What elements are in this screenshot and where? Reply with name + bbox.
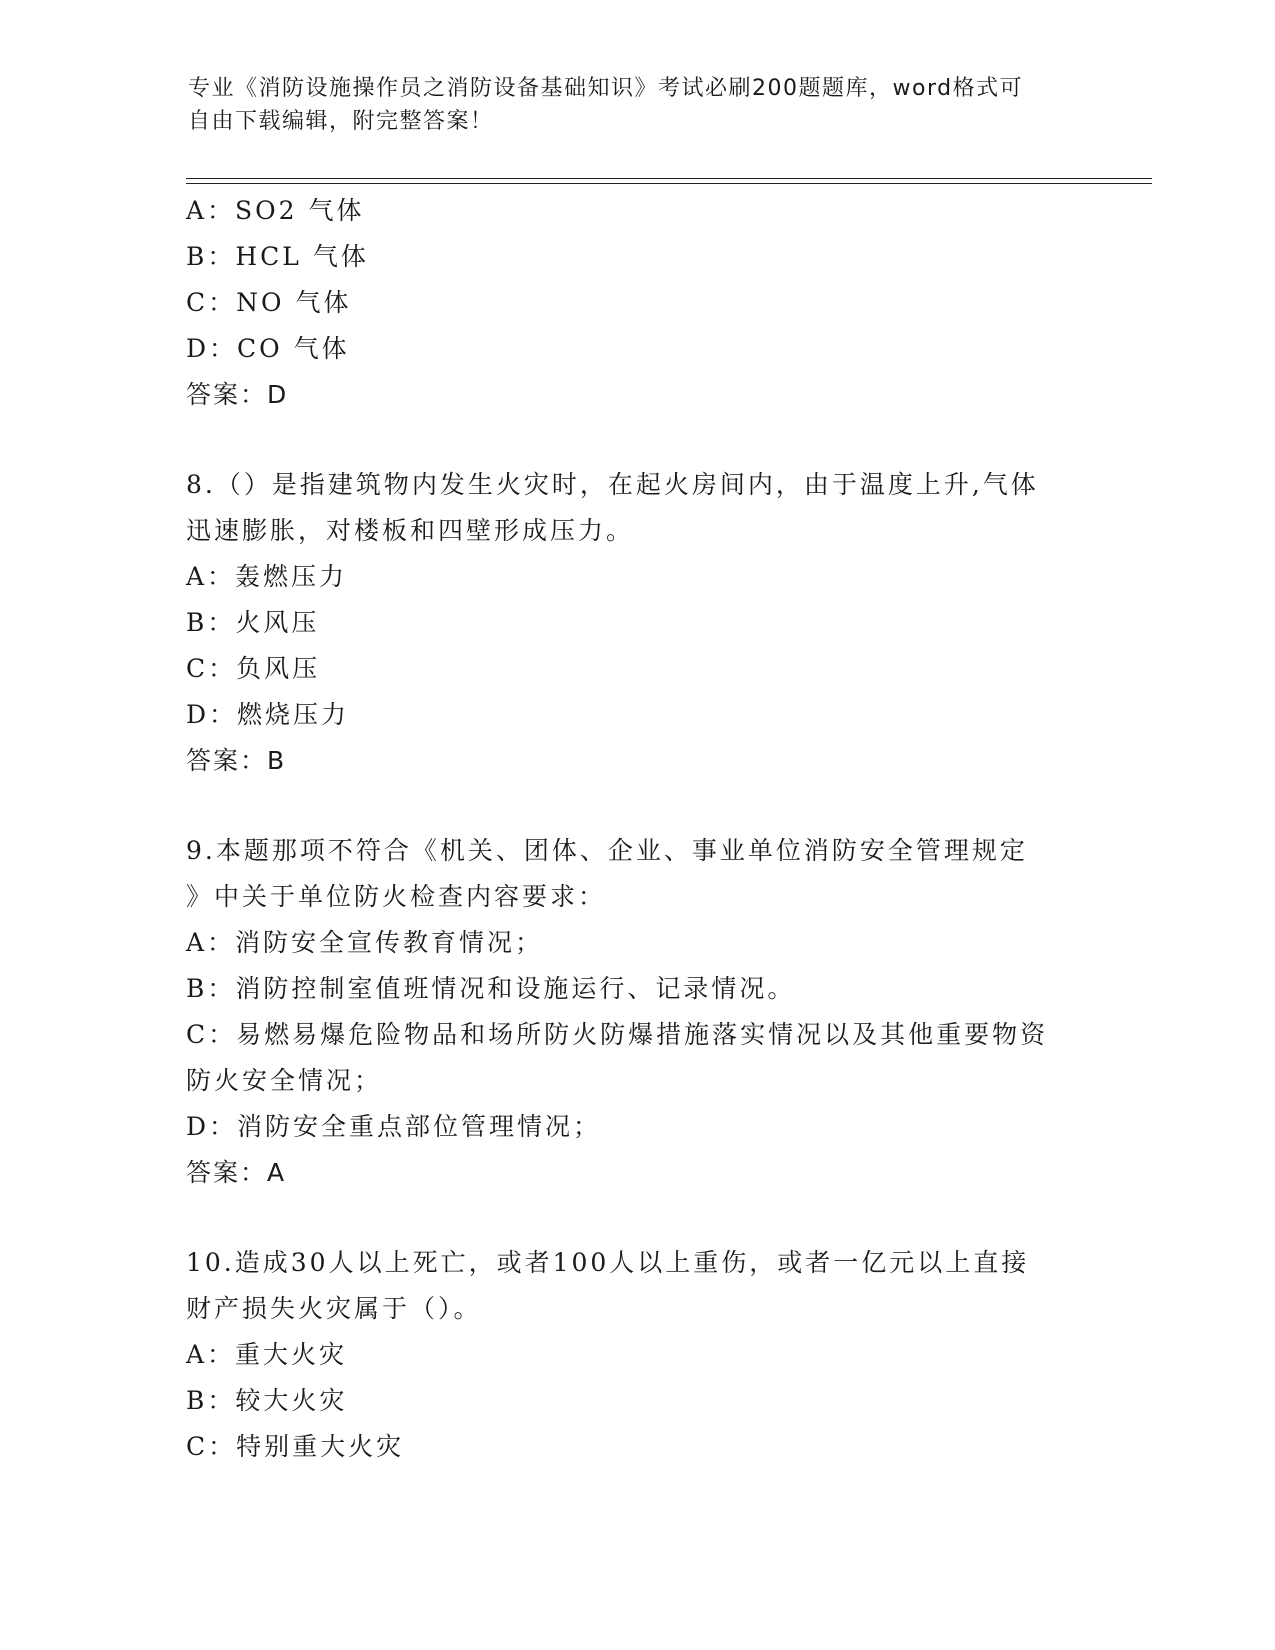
option-c-continued: 防火安全情况；: [186, 1066, 383, 1095]
option-a: A：重大火灾: [186, 1340, 348, 1369]
header-line-2: 自由下载编辑，附完整答案！: [188, 109, 494, 134]
option-c: C：NO 气体: [186, 288, 352, 317]
option-b: B：较大火灾: [186, 1386, 348, 1415]
option-c: C：易燃易爆危险物品和场所防火防爆措施落实情况以及其他重要物资: [186, 1020, 1049, 1049]
option-a: A：消防安全宣传教育情况；: [186, 928, 544, 957]
option-a: A：SO2 气体: [186, 196, 365, 225]
header-divider-bottom: [186, 183, 1152, 184]
document-body: [186, 188, 1086, 1470]
question-9-block: [186, 828, 1086, 1196]
option-c: C：特别重大火灾: [186, 1432, 405, 1461]
header-line-1: 专业《消防设施操作员之消防设备基础知识》考试必刷200题题库，word格式可: [188, 76, 1024, 101]
answer-line: 答案：A: [186, 1158, 287, 1187]
option-b: B：消防控制室值班情况和设施运行、记录情况。: [186, 974, 796, 1003]
question-stem-line-2: 》中关于单位防火检查内容要求：: [186, 882, 607, 911]
document-header: [188, 72, 1088, 138]
header-divider-top: [186, 178, 1152, 179]
option-d: D：消防安全重点部位管理情况；: [186, 1112, 602, 1141]
option-a: A：轰燃压力: [186, 562, 348, 591]
option-d: D：CO 气体: [186, 334, 350, 363]
answer-line: 答案：D: [186, 380, 289, 409]
option-b: B：火风压: [186, 608, 320, 637]
question-stem-line-1: 9.本题那项不符合《机关、团体、企业、事业单位消防安全管理规定: [186, 836, 1028, 865]
option-b: B：HCL 气体: [186, 242, 369, 271]
option-d: D：燃烧压力: [186, 700, 350, 729]
option-c: C：负风压: [186, 654, 321, 683]
question-stem-line-2: 财产损失火灾属于（）。: [186, 1294, 482, 1323]
answer-line: 答案：B: [186, 746, 287, 775]
question-stem-line-2: 迅速膨胀，对楼板和四壁形成压力。: [186, 516, 635, 545]
question-8-block: [186, 462, 1086, 784]
question-stem-line-1: 8.（）是指建筑物内发生火灾时，在起火房间内，由于温度上升,气体: [186, 470, 1039, 499]
question-10-block: [186, 1240, 1086, 1470]
question-stem-line-1: 10.造成30人以上死亡，或者100人以上重伤，或者一亿元以上直接: [186, 1248, 1030, 1277]
question-7-block: [186, 188, 1086, 418]
